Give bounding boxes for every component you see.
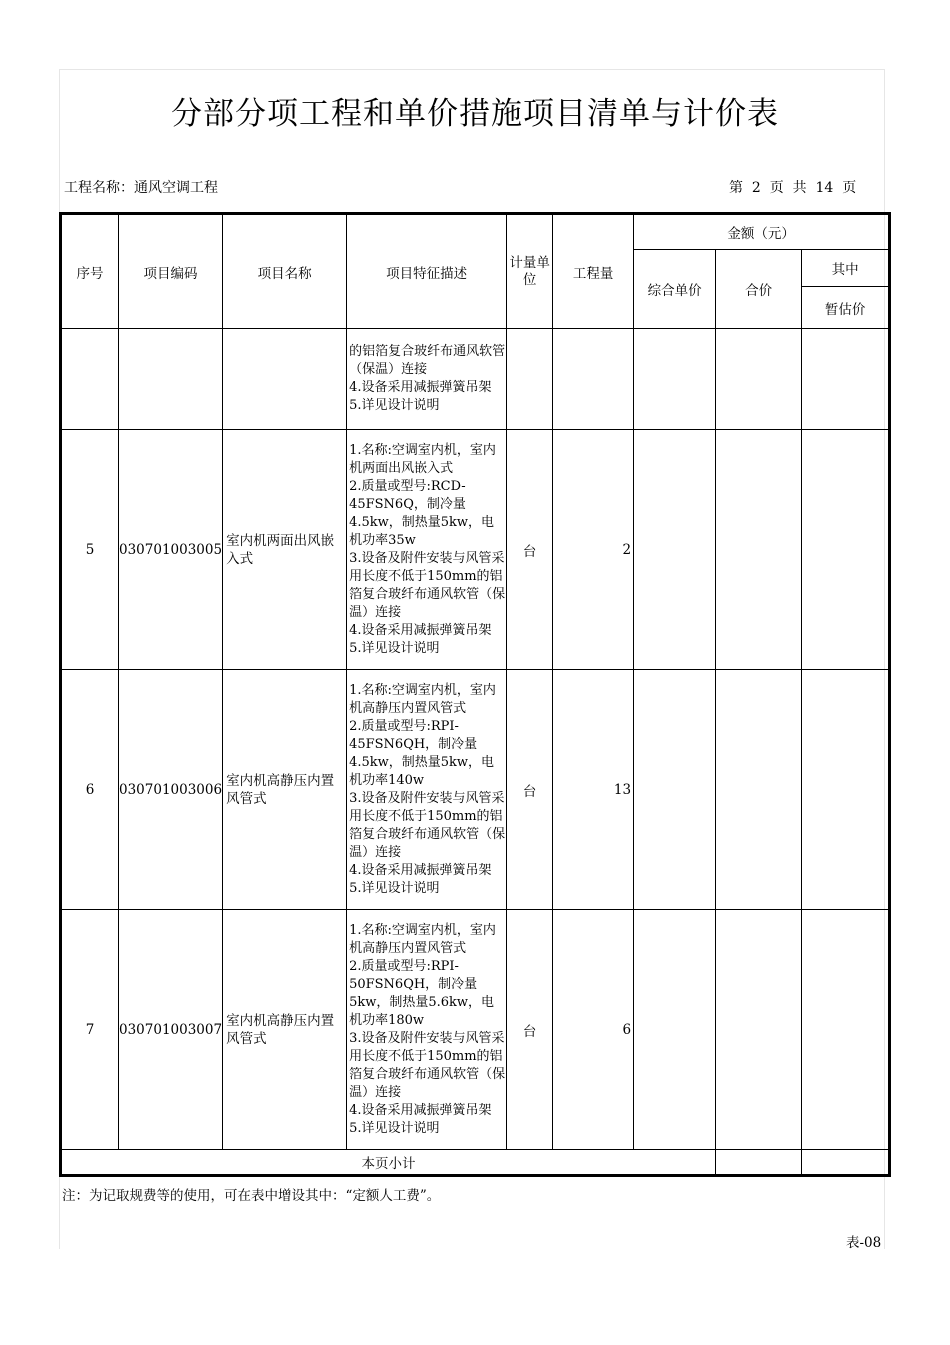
page-number-info: 第 2 页 共 14 页 [729, 180, 857, 196]
cell-unit-price [634, 670, 716, 910]
cell-provisional [802, 670, 890, 910]
project-name-value: 通风空调工程 [134, 180, 218, 196]
cell-desc: 的铝箔复合玻纤布通风软管（保温）连接 4.设备采用减振弹簧吊架 5.详见设计说明 [347, 329, 507, 430]
cell-provisional [802, 329, 890, 430]
footnote: 注：为记取规费等的使用，可在表中增设其中：“定额人工费”。 [62, 1188, 441, 1204]
cell-name: 室内机两面出风嵌入式 [223, 430, 347, 670]
cell-qty: 13 [553, 670, 634, 910]
project-name-label: 工程名称： [64, 180, 134, 196]
subtotal-provisional [802, 1150, 890, 1176]
cell-seq: 7 [61, 910, 119, 1150]
cell-total [716, 329, 802, 430]
header-amount: 金额（元） [634, 214, 890, 250]
table-row [61, 910, 890, 1150]
cell-desc: 1.名称:空调室内机，室内机高静压内置风管式 2.质量或型号:RPI-45FSN6QH，制冷量4.5kw，制热量5kw，电机功率140w 3.设备及附件安装与风管采用长度不低于150mm的铝箔复合玻纤布通风软管（保温）连接 4.设备采用减振弹簧吊架 5.详见设计说明 [347, 670, 507, 910]
project-name [64, 177, 218, 197]
header-provisional: 暂估价 [802, 287, 890, 329]
cell-desc: 1.名称:空调室内机，室内机高静压内置风管式 2.质量或型号:RPI-50FSN6QH，制冷量5kw，制热量5.6kw，电机功率180w 3.设备及附件安装与风管采用长度不低于150mm的铝箔复合玻纤布通风软管（保温）连接 4.设备采用减振弹簧吊架 5.详见设计说明 [347, 910, 507, 1150]
cell-seq [61, 329, 119, 430]
cell-seq: 6 [61, 670, 119, 910]
table-row [61, 329, 890, 430]
page-title: 分部分项工程和单价措施项目清单与计价表 [171, 96, 779, 132]
cell-total [716, 430, 802, 670]
cell-unit-price [634, 910, 716, 1150]
cell-unit: 台 [507, 430, 553, 670]
cell-unit-price [634, 329, 716, 430]
subtotal-label: 本页小计 [61, 1150, 716, 1176]
cell-provisional [802, 910, 890, 1150]
cell-provisional [802, 430, 890, 670]
cell-desc: 1.名称:空调室内机，室内机两面出风嵌入式 2.质量或型号:RCD-45FSN6Q，制冷量4.5kw，制热量5kw，电机功率35w 3.设备及附件安装与风管采用长度不低于150mm的铝箔复合玻纤布通风软管（保温）连接 4.设备采用减振弹簧吊架 5.详见设计说明 [347, 430, 507, 670]
cell-name: 室内机高静压内置风管式 [223, 910, 347, 1150]
cell-total [716, 910, 802, 1150]
subtotal-row [61, 1150, 890, 1176]
cell-name: 室内机高静压内置风管式 [223, 670, 347, 910]
table-row [61, 670, 890, 910]
header-code: 项目编码 [119, 214, 223, 329]
cell-unit-price [634, 430, 716, 670]
bill-table [59, 212, 891, 1177]
subtotal-total [716, 1150, 802, 1176]
header-unit: 计量单位 [507, 214, 553, 329]
cell-total [716, 670, 802, 910]
cell-name [223, 329, 347, 430]
cell-code: 030701003006 [119, 670, 223, 910]
cell-unit: 台 [507, 910, 553, 1150]
header-desc: 项目特征描述 [347, 214, 507, 329]
cell-qty: 6 [553, 910, 634, 1150]
cell-seq: 5 [61, 430, 119, 670]
header-total: 合价 [716, 250, 802, 329]
header-name: 项目名称 [223, 214, 347, 329]
header-unit-price: 综合单价 [634, 250, 716, 329]
header-qty: 工程量 [553, 214, 634, 329]
page-border-top [59, 69, 885, 70]
cell-qty [553, 329, 634, 430]
cell-code: 030701003005 [119, 430, 223, 670]
cell-code: 030701003007 [119, 910, 223, 1150]
cell-qty: 2 [553, 430, 634, 670]
cell-unit: 台 [507, 670, 553, 910]
header-of-which: 其中 [802, 250, 890, 287]
cell-code [119, 329, 223, 430]
header-seq: 序号 [61, 214, 119, 329]
table-row [61, 430, 890, 670]
cell-unit [507, 329, 553, 430]
table-code: 表-08 [846, 1235, 882, 1251]
